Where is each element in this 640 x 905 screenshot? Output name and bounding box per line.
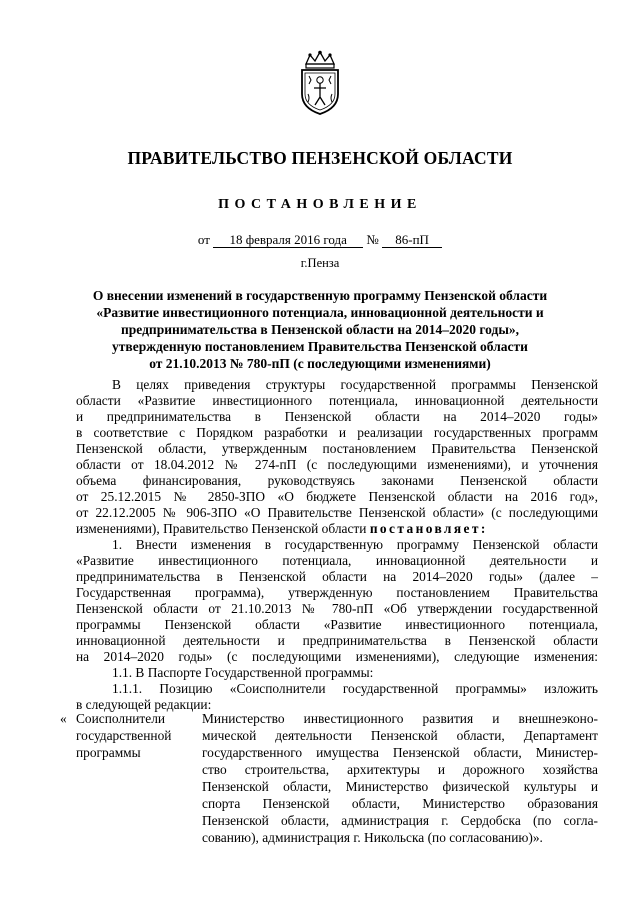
number-sign: № (366, 232, 379, 247)
text-line: области от 18.04.2012 № 274-пП (с последующими изменениями), и уточнения (76, 457, 598, 472)
text-line: на 2014–2020 годы» (с последующими изменениями), следующие изменения: (76, 649, 598, 664)
date-prefix: от (197, 232, 210, 247)
table-label-line: Соисполнители (76, 711, 166, 726)
table-value-line: сованию), администрация г. Никольска (по согласованию)». (202, 830, 543, 845)
table-value-line: Пензенской области, администрация г. Сердобска (по согла- (202, 813, 598, 828)
text-line: программы Пензенской области «Развитие инвестиционного потенциала, (76, 617, 598, 632)
text-line: инновационной деятельности и предпринимательства в Пензенской области (76, 633, 598, 648)
text-line: Пензенской области от 21.10.2013 № 780-пП «Об утверждении государственной (76, 601, 598, 616)
heading-line: предпринимательства в Пензенской области на 2014–2020 годы», (121, 322, 519, 337)
table-value-line: ство строительства, архитектуры и дорожного хозяйства (202, 762, 598, 777)
resolution-heading (60, 287, 580, 372)
heading-line: О внесении изменений в государственную программу Пензенской области (92, 288, 548, 303)
date-value: 18 февраля 2016 года (213, 233, 363, 248)
text-line: объема финансирования, руководствуясь законами Пензенской области (76, 473, 598, 488)
text-line: и предпринимательства в Пензенской области на 2014–2020 годы» (76, 409, 598, 424)
city: г.Пенза (300, 256, 340, 270)
text-line: области «Развитие инвестиционного потенциала, инновационной деятельности (76, 393, 598, 408)
table-label-line: программы (76, 745, 141, 760)
text-line: от 25.12.2015 № 2850-ЗПО «О бюджете Пензенской области на 2016 год», (76, 489, 598, 504)
text-line: 1.1.1. Позицию «Соисполнители государственной программы» изложить (112, 681, 598, 696)
coat-of-arms-icon (297, 50, 343, 116)
table-value-cell (202, 710, 598, 846)
preamble-paragraph (76, 377, 598, 713)
resolves-word: постановляет: (369, 521, 488, 536)
text-line: предпринимательства в Пензенской области на 2014–2020 годы» (далее – (76, 569, 598, 584)
org-title: ПРАВИТЕЛЬСТВО ПЕНЗЕНСКОЙ ОБЛАСТИ (127, 148, 513, 168)
table-label-cell (76, 710, 196, 761)
text-line: от 22.12.2005 № 906-ЗПО «О Правительстве Пензенской области» (с последующими (76, 505, 598, 520)
doc-type-title: ПОСТАНОВЛЕНИЕ (218, 197, 422, 212)
text-line: в соответствие с Порядком разработки и реализации государственных программ (76, 425, 598, 440)
table-value-line: Пензенской области, Министерство физической культуры и (202, 779, 598, 794)
text-line: Государственная программа), утвержденную постановлением Правительства (76, 585, 598, 600)
date-number-line (0, 232, 640, 248)
table-value-line: государственного имущества Пензенской области, Министер- (202, 745, 598, 760)
open-quote: « (60, 711, 67, 726)
heading-line: утвержденную постановлением Правительства Пензенской области (112, 339, 528, 354)
table-label-line: государственной (76, 728, 172, 743)
table-value-line: Министерство инвестиционного развития и внешнеэконо- (202, 711, 598, 726)
table-value-line: мической деятельности Пензенской области, Департамент (202, 728, 598, 743)
text-line: Пензенской области, утвержденным постановлением Правительства Пензенской (76, 441, 598, 456)
heading-line: «Развитие инвестиционного потенциала, инновационной деятельности и (96, 305, 544, 320)
text-line: «Развитие инвестиционного потенциала, инновационной деятельности и (76, 553, 598, 568)
text-line: 1.1. В Паспорте Государственной программы: (112, 665, 374, 680)
number-value: 86-пП (382, 233, 442, 248)
heading-line: от 21.10.2013 № 780-пП (с последующими изменениями) (149, 356, 491, 371)
text-line: в следующей редакции: (76, 697, 212, 712)
text-line: В целях приведения структуры государственной программы Пензенской (112, 377, 598, 392)
table-value-line: спорта Пензенской области, Министерство образования (202, 796, 598, 811)
text-line: 1. Внести изменения в государственную программу Пензенской области (112, 537, 598, 552)
text-line: изменениями), Правительство Пензенской области постановляет: (76, 521, 488, 536)
